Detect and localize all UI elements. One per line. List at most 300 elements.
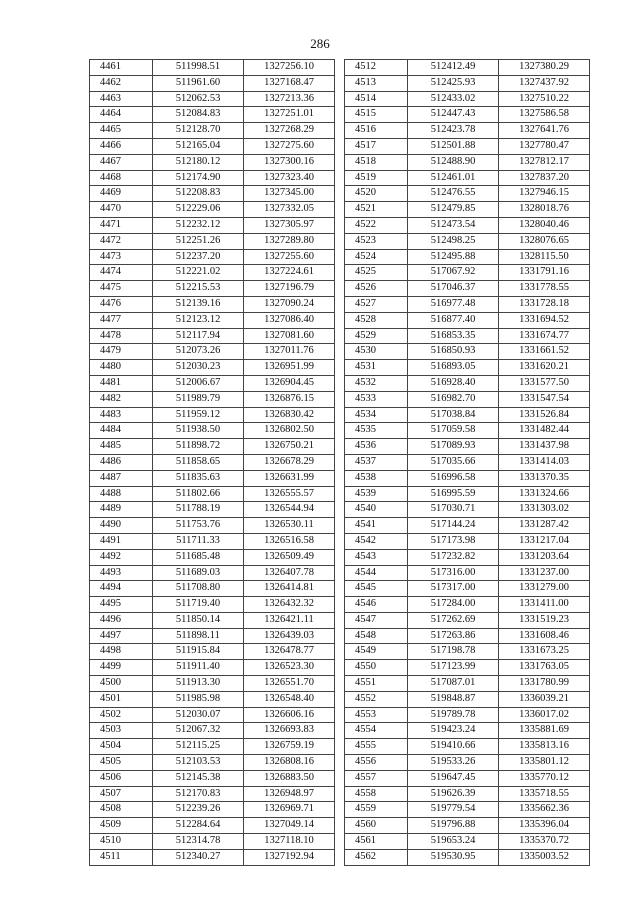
- point-number-cell: 4476: [90, 296, 153, 312]
- table-row: [90, 518, 335, 534]
- table-row: [345, 407, 590, 423]
- point-number-cell: 4480: [90, 360, 153, 376]
- y-coordinate-cell: 1327224.61: [244, 265, 335, 281]
- x-coordinate-cell: 512128.70: [153, 123, 244, 139]
- table-row: [345, 470, 590, 486]
- x-coordinate-cell: 512139.16: [153, 296, 244, 312]
- x-coordinate-cell: 519530.95: [408, 849, 499, 865]
- point-number-cell: 4533: [345, 391, 408, 407]
- x-coordinate-cell: 512084.83: [153, 107, 244, 123]
- y-coordinate-cell: 1331217.04: [499, 533, 590, 549]
- point-number-cell: 4552: [345, 691, 408, 707]
- point-number-cell: 4502: [90, 707, 153, 723]
- y-coordinate-cell: 1335003.52: [499, 849, 590, 865]
- point-number-cell: 4490: [90, 518, 153, 534]
- x-coordinate-cell: 511961.60: [153, 75, 244, 91]
- point-number-cell: 4526: [345, 281, 408, 297]
- y-coordinate-cell: 1326509.49: [244, 549, 335, 565]
- y-coordinate-cell: 1331482.44: [499, 423, 590, 439]
- x-coordinate-cell: 511959.12: [153, 407, 244, 423]
- x-coordinate-cell: 512473.54: [408, 217, 499, 233]
- point-number-cell: 4462: [90, 75, 153, 91]
- y-coordinate-cell: 1327837.20: [499, 170, 590, 186]
- page-number: 286: [310, 36, 330, 51]
- y-coordinate-cell: 1326759.19: [244, 739, 335, 755]
- x-coordinate-cell: 516893.05: [408, 360, 499, 376]
- x-coordinate-cell: 512237.20: [153, 249, 244, 265]
- point-number-cell: 4498: [90, 644, 153, 660]
- x-coordinate-cell: 519653.24: [408, 834, 499, 850]
- table-row: [345, 597, 590, 613]
- point-number-cell: 4557: [345, 770, 408, 786]
- table-row: [90, 770, 335, 786]
- table-row: [345, 296, 590, 312]
- x-coordinate-cell: 517232.82: [408, 549, 499, 565]
- table-row: [90, 217, 335, 233]
- table-row: [345, 265, 590, 281]
- point-number-cell: 4468: [90, 170, 153, 186]
- point-number-cell: 4505: [90, 755, 153, 771]
- y-coordinate-cell: 1326678.29: [244, 454, 335, 470]
- y-coordinate-cell: 1335801.12: [499, 755, 590, 771]
- point-number-cell: 4548: [345, 628, 408, 644]
- table-row: [90, 249, 335, 265]
- table-row: [90, 454, 335, 470]
- x-coordinate-cell: 512030.23: [153, 360, 244, 376]
- table-row: [90, 91, 335, 107]
- table-row: [345, 755, 590, 771]
- y-coordinate-cell: 1327268.29: [244, 123, 335, 139]
- y-coordinate-cell: 1327332.05: [244, 202, 335, 218]
- y-coordinate-cell: 1327086.40: [244, 312, 335, 328]
- table-row: [90, 296, 335, 312]
- table-row: [345, 107, 590, 123]
- y-coordinate-cell: 1327323.40: [244, 170, 335, 186]
- point-number-cell: 4479: [90, 344, 153, 360]
- x-coordinate-cell: 511719.40: [153, 597, 244, 613]
- point-number-cell: 4500: [90, 676, 153, 692]
- x-coordinate-cell: 516877.40: [408, 312, 499, 328]
- y-coordinate-cell: 1326951.99: [244, 360, 335, 376]
- table-row: [90, 75, 335, 91]
- x-coordinate-cell: 512340.27: [153, 849, 244, 865]
- table-row: [345, 154, 590, 170]
- y-coordinate-cell: 1326421.11: [244, 612, 335, 628]
- y-coordinate-cell: 1326750.21: [244, 439, 335, 455]
- y-coordinate-cell: 1331303.02: [499, 502, 590, 518]
- point-number-cell: 4545: [345, 581, 408, 597]
- y-coordinate-cell: 1331203.64: [499, 549, 590, 565]
- table-row: [90, 328, 335, 344]
- y-coordinate-cell: 1327255.60: [244, 249, 335, 265]
- point-number-cell: 4549: [345, 644, 408, 660]
- point-number-cell: 4501: [90, 691, 153, 707]
- y-coordinate-cell: 1331411.00: [499, 597, 590, 613]
- y-coordinate-cell: 1331437.98: [499, 439, 590, 455]
- point-number-cell: 4483: [90, 407, 153, 423]
- point-number-cell: 4503: [90, 723, 153, 739]
- table-row: [90, 802, 335, 818]
- y-coordinate-cell: 1326432.32: [244, 597, 335, 613]
- x-coordinate-cell: 512495.88: [408, 249, 499, 265]
- point-number-cell: 4484: [90, 423, 153, 439]
- x-coordinate-cell: 517059.58: [408, 423, 499, 439]
- y-coordinate-cell: 1327256.10: [244, 60, 335, 76]
- x-coordinate-cell: 511911.40: [153, 660, 244, 676]
- point-number-cell: 4510: [90, 834, 153, 850]
- point-number-cell: 4506: [90, 770, 153, 786]
- x-coordinate-cell: 517035.66: [408, 454, 499, 470]
- x-coordinate-cell: 512433.02: [408, 91, 499, 107]
- point-number-cell: 4491: [90, 533, 153, 549]
- point-number-cell: 4542: [345, 533, 408, 549]
- y-coordinate-cell: 1327586.58: [499, 107, 590, 123]
- table-row: [90, 138, 335, 154]
- table-row: [345, 186, 590, 202]
- x-coordinate-cell: 512073.26: [153, 344, 244, 360]
- point-number-cell: 4525: [345, 265, 408, 281]
- table-row: [345, 328, 590, 344]
- point-number-cell: 4535: [345, 423, 408, 439]
- y-coordinate-cell: 1326544.94: [244, 502, 335, 518]
- point-number-cell: 4544: [345, 565, 408, 581]
- table-row: [90, 375, 335, 391]
- table-row: [345, 281, 590, 297]
- x-coordinate-cell: 517067.92: [408, 265, 499, 281]
- x-coordinate-cell: 511689.03: [153, 565, 244, 581]
- x-coordinate-cell: 511898.72: [153, 439, 244, 455]
- y-coordinate-cell: 1327213.36: [244, 91, 335, 107]
- point-number-cell: 4550: [345, 660, 408, 676]
- point-number-cell: 4551: [345, 676, 408, 692]
- x-coordinate-cell: 511938.50: [153, 423, 244, 439]
- y-coordinate-cell: 1331608.46: [499, 628, 590, 644]
- table-row: [345, 786, 590, 802]
- table-row: [90, 312, 335, 328]
- x-coordinate-cell: 511985.98: [153, 691, 244, 707]
- y-coordinate-cell: 1327437.92: [499, 75, 590, 91]
- point-number-cell: 4466: [90, 138, 153, 154]
- point-number-cell: 4539: [345, 486, 408, 502]
- y-coordinate-cell: 1326876.15: [244, 391, 335, 407]
- x-coordinate-cell: 512030.07: [153, 707, 244, 723]
- point-number-cell: 4485: [90, 439, 153, 455]
- y-coordinate-cell: 1326407.78: [244, 565, 335, 581]
- y-coordinate-cell: 1331547.54: [499, 391, 590, 407]
- table-row: [90, 265, 335, 281]
- point-number-cell: 4478: [90, 328, 153, 344]
- table-row: [345, 138, 590, 154]
- table-row: [90, 644, 335, 660]
- y-coordinate-cell: 1326883.50: [244, 770, 335, 786]
- y-coordinate-cell: 1331526.84: [499, 407, 590, 423]
- x-coordinate-cell: 512215.53: [153, 281, 244, 297]
- point-number-cell: 4474: [90, 265, 153, 281]
- x-coordinate-cell: 511989.79: [153, 391, 244, 407]
- x-coordinate-cell: 517030.71: [408, 502, 499, 518]
- y-coordinate-cell: 1327300.16: [244, 154, 335, 170]
- y-coordinate-cell: 1326948.97: [244, 786, 335, 802]
- y-coordinate-cell: 1336017.02: [499, 707, 590, 723]
- table-row: [90, 123, 335, 139]
- x-coordinate-cell: 512284.64: [153, 818, 244, 834]
- table-row: [345, 533, 590, 549]
- y-coordinate-cell: 1327812.17: [499, 154, 590, 170]
- table-row: [345, 170, 590, 186]
- x-coordinate-cell: 511898.11: [153, 628, 244, 644]
- x-coordinate-cell: 512165.04: [153, 138, 244, 154]
- table-row: [345, 486, 590, 502]
- point-number-cell: 4512: [345, 60, 408, 76]
- table-row: [90, 281, 335, 297]
- y-coordinate-cell: 1335662.36: [499, 802, 590, 818]
- table-row: [90, 707, 335, 723]
- x-coordinate-cell: 517173.98: [408, 533, 499, 549]
- x-coordinate-cell: 516977.48: [408, 296, 499, 312]
- x-coordinate-cell: 517089.93: [408, 439, 499, 455]
- x-coordinate-cell: 517046.37: [408, 281, 499, 297]
- table-row: [345, 454, 590, 470]
- y-coordinate-cell: 1327049.14: [244, 818, 335, 834]
- y-coordinate-cell: 1327011.76: [244, 344, 335, 360]
- point-number-cell: 4522: [345, 217, 408, 233]
- point-number-cell: 4543: [345, 549, 408, 565]
- y-coordinate-cell: 1327946.15: [499, 186, 590, 202]
- x-coordinate-cell: 511802.66: [153, 486, 244, 502]
- y-coordinate-cell: 1331780.99: [499, 676, 590, 692]
- table-row: [345, 818, 590, 834]
- y-coordinate-cell: 1331237.00: [499, 565, 590, 581]
- table-row: [345, 660, 590, 676]
- point-number-cell: 4529: [345, 328, 408, 344]
- point-number-cell: 4555: [345, 739, 408, 755]
- point-number-cell: 4541: [345, 518, 408, 534]
- x-coordinate-cell: 511850.14: [153, 612, 244, 628]
- y-coordinate-cell: 1331661.52: [499, 344, 590, 360]
- point-number-cell: 4464: [90, 107, 153, 123]
- point-number-cell: 4482: [90, 391, 153, 407]
- x-coordinate-cell: 512221.02: [153, 265, 244, 281]
- y-coordinate-cell: 1331694.52: [499, 312, 590, 328]
- table-row: [90, 739, 335, 755]
- y-coordinate-cell: 1328040.46: [499, 217, 590, 233]
- table-row: [345, 360, 590, 376]
- point-number-cell: 4492: [90, 549, 153, 565]
- y-coordinate-cell: 1326555.57: [244, 486, 335, 502]
- point-number-cell: 4534: [345, 407, 408, 423]
- point-number-cell: 4509: [90, 818, 153, 834]
- table-row: [90, 691, 335, 707]
- x-coordinate-cell: 519410.66: [408, 739, 499, 755]
- y-coordinate-cell: 1331728.18: [499, 296, 590, 312]
- point-number-cell: 4487: [90, 470, 153, 486]
- x-coordinate-cell: 519796.88: [408, 818, 499, 834]
- table-row: [345, 581, 590, 597]
- point-number-cell: 4507: [90, 786, 153, 802]
- x-coordinate-cell: 511788.19: [153, 502, 244, 518]
- y-coordinate-cell: 1327780.47: [499, 138, 590, 154]
- x-coordinate-cell: 512232.12: [153, 217, 244, 233]
- point-number-cell: 4496: [90, 612, 153, 628]
- x-coordinate-cell: 517123.99: [408, 660, 499, 676]
- y-coordinate-cell: 1326969.71: [244, 802, 335, 818]
- table-row: [345, 849, 590, 865]
- table-row: [345, 75, 590, 91]
- x-coordinate-cell: 512239.26: [153, 802, 244, 818]
- table-row: [345, 91, 590, 107]
- y-coordinate-cell: 1327345.00: [244, 186, 335, 202]
- x-coordinate-cell: 512208.83: [153, 186, 244, 202]
- y-coordinate-cell: 1327192.94: [244, 849, 335, 865]
- x-coordinate-cell: 512461.01: [408, 170, 499, 186]
- point-number-cell: 4519: [345, 170, 408, 186]
- x-coordinate-cell: 511753.76: [153, 518, 244, 534]
- table-row: [90, 60, 335, 76]
- table-row: [345, 391, 590, 407]
- y-coordinate-cell: 1335881.69: [499, 723, 590, 739]
- table-row: [90, 470, 335, 486]
- x-coordinate-cell: 512117.94: [153, 328, 244, 344]
- y-coordinate-cell: 1326439.03: [244, 628, 335, 644]
- table-row: [90, 391, 335, 407]
- y-coordinate-cell: 1326693.83: [244, 723, 335, 739]
- y-coordinate-cell: 1327275.60: [244, 138, 335, 154]
- x-coordinate-cell: 512479.85: [408, 202, 499, 218]
- y-coordinate-cell: 1331370.35: [499, 470, 590, 486]
- y-coordinate-cell: 1331763.05: [499, 660, 590, 676]
- x-coordinate-cell: 519779.54: [408, 802, 499, 818]
- table-row: [90, 233, 335, 249]
- x-coordinate-cell: 516995.59: [408, 486, 499, 502]
- y-coordinate-cell: 1331287.42: [499, 518, 590, 534]
- y-coordinate-cell: 1327090.24: [244, 296, 335, 312]
- point-number-cell: 4511: [90, 849, 153, 865]
- y-coordinate-cell: 1335396.04: [499, 818, 590, 834]
- table-row: [90, 676, 335, 692]
- table-row: [90, 549, 335, 565]
- table-row: [345, 691, 590, 707]
- y-coordinate-cell: 1331519.23: [499, 612, 590, 628]
- table-row: [345, 676, 590, 692]
- point-number-cell: 4554: [345, 723, 408, 739]
- table-row: [90, 502, 335, 518]
- point-number-cell: 4562: [345, 849, 408, 865]
- point-number-cell: 4524: [345, 249, 408, 265]
- y-coordinate-cell: 1326523.30: [244, 660, 335, 676]
- table-row: [90, 533, 335, 549]
- x-coordinate-cell: 512145.38: [153, 770, 244, 786]
- y-coordinate-cell: 1328115.50: [499, 249, 590, 265]
- x-coordinate-cell: 512498.25: [408, 233, 499, 249]
- table-row: [90, 107, 335, 123]
- table-row: [345, 217, 590, 233]
- table-row: [345, 723, 590, 739]
- x-coordinate-cell: 517087.01: [408, 676, 499, 692]
- x-coordinate-cell: 517144.24: [408, 518, 499, 534]
- point-number-cell: 4477: [90, 312, 153, 328]
- point-number-cell: 4528: [345, 312, 408, 328]
- y-coordinate-cell: 1327380.29: [499, 60, 590, 76]
- x-coordinate-cell: 517316.00: [408, 565, 499, 581]
- x-coordinate-cell: 512170.83: [153, 786, 244, 802]
- x-coordinate-cell: 511685.48: [153, 549, 244, 565]
- point-number-cell: 4481: [90, 375, 153, 391]
- point-number-cell: 4508: [90, 802, 153, 818]
- table-row: [90, 597, 335, 613]
- x-coordinate-cell: 511708.80: [153, 581, 244, 597]
- table-row: [345, 502, 590, 518]
- table-row: [345, 565, 590, 581]
- x-coordinate-cell: 511915.84: [153, 644, 244, 660]
- x-coordinate-cell: 512423.78: [408, 123, 499, 139]
- table-row: [90, 628, 335, 644]
- x-coordinate-cell: 511858.65: [153, 454, 244, 470]
- x-coordinate-cell: 517263.86: [408, 628, 499, 644]
- y-coordinate-cell: 1326478.77: [244, 644, 335, 660]
- table-row: [345, 802, 590, 818]
- table-row: [345, 375, 590, 391]
- point-number-cell: 4499: [90, 660, 153, 676]
- point-number-cell: 4469: [90, 186, 153, 202]
- table-row: [90, 186, 335, 202]
- y-coordinate-cell: 1335770.12: [499, 770, 590, 786]
- x-coordinate-cell: 512476.55: [408, 186, 499, 202]
- coordinates-table-right: [344, 59, 590, 866]
- table-row: [345, 439, 590, 455]
- point-number-cell: 4497: [90, 628, 153, 644]
- table-row: [90, 360, 335, 376]
- x-coordinate-cell: 512174.90: [153, 170, 244, 186]
- point-number-cell: 4489: [90, 502, 153, 518]
- x-coordinate-cell: 512488.90: [408, 154, 499, 170]
- point-number-cell: 4470: [90, 202, 153, 218]
- table-row: [90, 755, 335, 771]
- x-coordinate-cell: 516853.35: [408, 328, 499, 344]
- y-coordinate-cell: 1331279.00: [499, 581, 590, 597]
- y-coordinate-cell: 1327641.76: [499, 123, 590, 139]
- x-coordinate-cell: 517284.00: [408, 597, 499, 613]
- table-row: [90, 344, 335, 360]
- point-number-cell: 4532: [345, 375, 408, 391]
- y-coordinate-cell: 1331673.25: [499, 644, 590, 660]
- table-row: [345, 834, 590, 850]
- x-coordinate-cell: 512006.67: [153, 375, 244, 391]
- point-number-cell: 4495: [90, 597, 153, 613]
- point-number-cell: 4547: [345, 612, 408, 628]
- y-coordinate-cell: 1327118.10: [244, 834, 335, 850]
- x-coordinate-cell: 512123.12: [153, 312, 244, 328]
- x-coordinate-cell: 516982.70: [408, 391, 499, 407]
- point-number-cell: 4493: [90, 565, 153, 581]
- point-number-cell: 4516: [345, 123, 408, 139]
- table-row: [90, 565, 335, 581]
- x-coordinate-cell: 511711.33: [153, 533, 244, 549]
- coordinates-table-left: [89, 59, 335, 866]
- table-row: [90, 154, 335, 170]
- table-row: [90, 170, 335, 186]
- point-number-cell: 4514: [345, 91, 408, 107]
- y-coordinate-cell: 1335718.55: [499, 786, 590, 802]
- y-coordinate-cell: 1327305.97: [244, 217, 335, 233]
- point-number-cell: 4518: [345, 154, 408, 170]
- y-coordinate-cell: 1326606.16: [244, 707, 335, 723]
- y-coordinate-cell: 1331778.55: [499, 281, 590, 297]
- y-coordinate-cell: 1331791.16: [499, 265, 590, 281]
- point-number-cell: 4521: [345, 202, 408, 218]
- point-number-cell: 4540: [345, 502, 408, 518]
- point-number-cell: 4517: [345, 138, 408, 154]
- point-number-cell: 4488: [90, 486, 153, 502]
